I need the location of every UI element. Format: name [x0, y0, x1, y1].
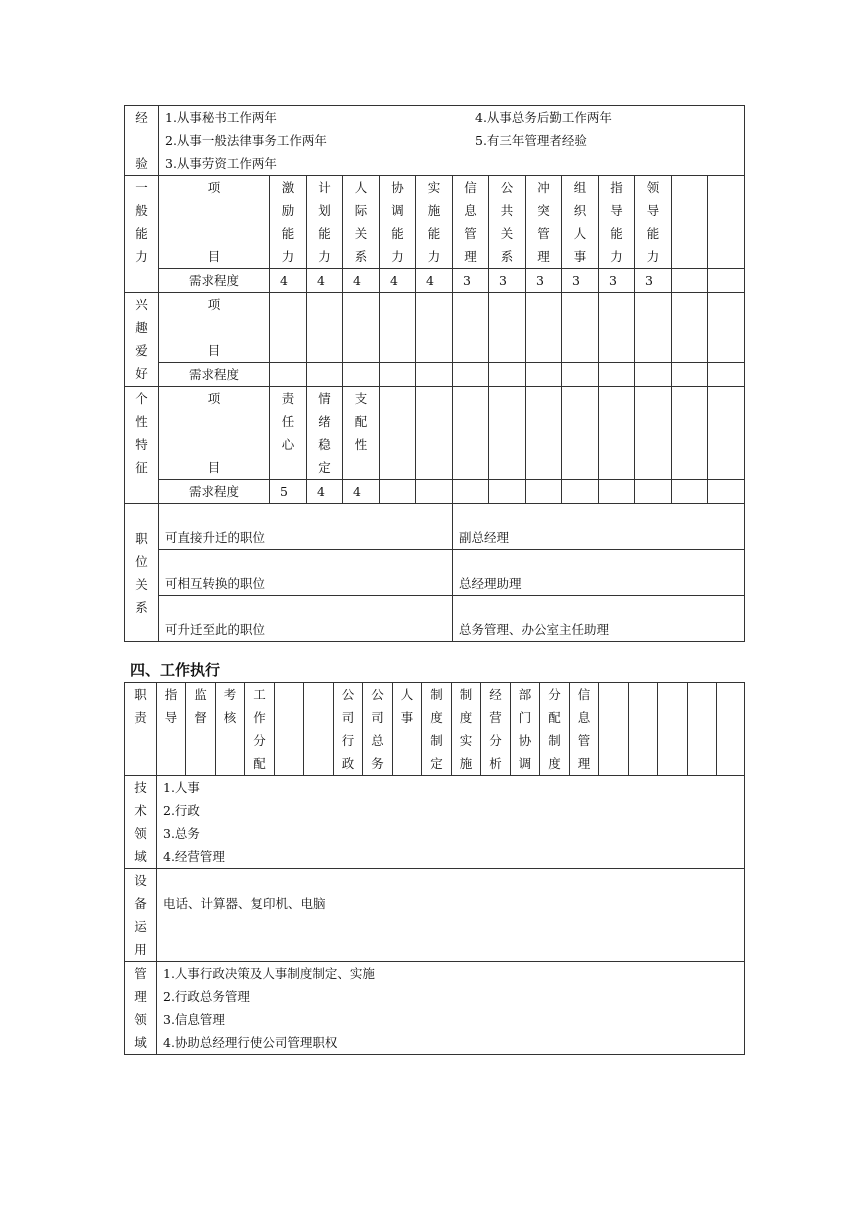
relation-label: 可直接升迁的职位 [159, 504, 453, 550]
empty-cell [526, 293, 562, 363]
job-execution-table [124, 682, 745, 1055]
relation-value: 副总经理 [453, 504, 745, 550]
demand-value [672, 269, 708, 293]
empty-cell [708, 363, 745, 387]
demand-value: 4 [416, 269, 453, 293]
empty-cell [453, 293, 489, 363]
empty-cell [489, 293, 526, 363]
ability-column: 实 施 能 力 [416, 176, 453, 269]
ability-column: 组 织 人 事 [562, 176, 599, 269]
duty-column [688, 683, 717, 776]
demand-value [599, 480, 635, 504]
duty-column: 制 度 实 施 [452, 683, 481, 776]
demand-label: 需求程度 [159, 269, 270, 293]
empty-cell [526, 363, 562, 387]
experience-item: 1.从事秘书工作两年 [165, 110, 277, 125]
equipment-cell [157, 869, 745, 962]
interest-item-header [159, 293, 270, 363]
equipment-row [125, 869, 745, 962]
empty-cell [599, 363, 635, 387]
demand-value [489, 480, 526, 504]
item-top-label: 项 [207, 297, 221, 312]
management-item: 2.行政总务管理 [163, 989, 250, 1004]
empty-cell [489, 363, 526, 387]
tech-item: 1.人事 [163, 780, 200, 795]
ability-column: 公 共 关 系 [489, 176, 526, 269]
tech-item: 2.行政 [163, 803, 200, 818]
duty-column: 指 导 [157, 683, 186, 776]
demand-value: 4 [343, 269, 380, 293]
duty-column [717, 683, 745, 776]
empty-cell [416, 293, 453, 363]
empty-cell [307, 363, 343, 387]
tech-row [125, 776, 745, 869]
demand-value: 4 [307, 480, 343, 504]
personality-column [708, 387, 745, 480]
empty-cell [270, 363, 307, 387]
empty-cell [562, 363, 599, 387]
job-spec-table [124, 105, 745, 642]
ability-column [672, 176, 708, 269]
duty-column [304, 683, 334, 776]
interest-demand-row [125, 363, 745, 387]
empty-cell [380, 293, 416, 363]
relation-value: 总务管理、办公室主任助理 [453, 596, 745, 642]
duty-column [658, 683, 688, 776]
ability-column: 指 导 能 力 [599, 176, 635, 269]
personality-column: 情 绪 稳 定 [307, 387, 343, 480]
ability-column [708, 176, 745, 269]
demand-value [416, 480, 453, 504]
tech-side-label: 技 术 领 域 [125, 776, 157, 869]
demand-value: 5 [270, 480, 307, 504]
demand-value: 4 [343, 480, 380, 504]
personality-column [380, 387, 416, 480]
duty-column: 经 营 分 析 [481, 683, 511, 776]
duty-column [599, 683, 629, 776]
demand-value: 3 [453, 269, 489, 293]
demand-value: 3 [599, 269, 635, 293]
demand-value [380, 480, 416, 504]
demand-value: 3 [635, 269, 672, 293]
empty-cell [380, 363, 416, 387]
duty-column [275, 683, 304, 776]
demand-value [708, 269, 745, 293]
demand-value [708, 480, 745, 504]
item-bottom-label: 目 [207, 343, 221, 358]
duty-column: 信 息 管 理 [570, 683, 599, 776]
personality-item-header [159, 387, 270, 480]
relation-label: 可升迁至此的职位 [159, 596, 453, 642]
ability-column: 计 划 能 力 [307, 176, 343, 269]
demand-value: 3 [526, 269, 562, 293]
management-item: 3.信息管理 [163, 1012, 225, 1027]
experience-item: 3.从事劳资工作两年 [165, 156, 277, 171]
ability-column: 人 际 关 系 [343, 176, 380, 269]
demand-value [526, 480, 562, 504]
demand-value: 4 [307, 269, 343, 293]
section-heading: 四、工作执行 [130, 661, 221, 679]
experience-item: 4.从事总务后勤工作两年 [475, 110, 612, 125]
demand-value [453, 480, 489, 504]
tech-item: 3.总务 [163, 826, 200, 841]
empty-cell [562, 293, 599, 363]
duty-column: 制 度 制 定 [422, 683, 452, 776]
empty-cell [343, 293, 380, 363]
equipment-side-label: 设 备 运 用 [125, 869, 157, 962]
ability-column: 协 调 能 力 [380, 176, 416, 269]
item-bottom-label: 目 [207, 249, 221, 264]
interest-side-label: 兴 趣 爱 好 [125, 293, 159, 387]
personality-column [672, 387, 708, 480]
empty-cell [635, 293, 672, 363]
empty-cell [270, 293, 307, 363]
ability-column: 领 导 能 力 [635, 176, 672, 269]
management-side-label: 管 理 领 域 [125, 962, 157, 1055]
personality-column [562, 387, 599, 480]
experience-item: 2.从事一般法律事务工作两年 [165, 133, 327, 148]
relation-row [125, 550, 745, 596]
demand-value [635, 480, 672, 504]
personality-column [453, 387, 489, 480]
ability-column: 冲 突 管 理 [526, 176, 562, 269]
empty-cell [708, 293, 745, 363]
experience-side-label: 经 验 [125, 106, 159, 176]
ability-column: 激 励 能 力 [270, 176, 307, 269]
empty-cell [635, 363, 672, 387]
demand-label: 需求程度 [159, 480, 270, 504]
demand-label: 需求程度 [159, 363, 270, 387]
demand-value: 3 [489, 269, 526, 293]
empty-cell [343, 363, 380, 387]
personality-column: 支 配 性 [343, 387, 380, 480]
duty-column: 公 司 行 政 [334, 683, 363, 776]
empty-cell [672, 293, 708, 363]
relation-label: 可相互转换的职位 [159, 550, 453, 596]
relations-side-label: 职 位 关 系 [125, 504, 159, 642]
ability-demand-row [125, 269, 745, 293]
duty-column: 考 核 [216, 683, 245, 776]
empty-cell [453, 363, 489, 387]
personality-column [416, 387, 453, 480]
tech-cell [157, 776, 745, 869]
experience-row [125, 106, 745, 176]
interest-items-row [125, 293, 745, 363]
empty-cell [599, 293, 635, 363]
relation-row [125, 596, 745, 642]
item-bottom-label: 目 [207, 460, 221, 475]
ability-column: 信 息 管 理 [453, 176, 489, 269]
personality-items-row [125, 387, 745, 480]
management-cell [157, 962, 745, 1055]
experience-cell [159, 106, 745, 176]
demand-value: 4 [270, 269, 307, 293]
personality-column [526, 387, 562, 480]
duty-column: 分 配 制 度 [540, 683, 570, 776]
empty-cell [416, 363, 453, 387]
duty-column: 部 门 协 调 [511, 683, 540, 776]
equipment-text: 电话、计算器、复印机、电脑 [163, 896, 326, 911]
relation-row [125, 504, 745, 550]
duty-column: 人 事 [393, 683, 422, 776]
personality-column [489, 387, 526, 480]
demand-value: 4 [380, 269, 416, 293]
item-top-label: 项 [207, 391, 221, 406]
personality-demand-row [125, 480, 745, 504]
personality-column: 责 任 心 [270, 387, 307, 480]
duty-row [125, 683, 745, 776]
tech-item: 4.经营管理 [163, 849, 225, 864]
relation-value: 总经理助理 [453, 550, 745, 596]
duty-column: 监 督 [186, 683, 216, 776]
demand-value: 3 [562, 269, 599, 293]
demand-value [562, 480, 599, 504]
empty-cell [307, 293, 343, 363]
management-item: 4.协助总经理行使公司管理职权 [163, 1035, 338, 1050]
ability-items-row [125, 176, 745, 269]
duty-column: 公 司 总 务 [363, 683, 393, 776]
ability-side-label: 一 般 能 力 [125, 176, 159, 293]
personality-column [599, 387, 635, 480]
personality-side-label: 个 性 特 征 [125, 387, 159, 504]
item-top-label: 项 [207, 180, 221, 195]
management-item: 1.人事行政决策及人事制度制定、实施 [163, 966, 375, 981]
ability-item-header [159, 176, 270, 269]
personality-column [635, 387, 672, 480]
empty-cell [672, 363, 708, 387]
duty-column [629, 683, 658, 776]
experience-item: 5.有三年管理者经验 [475, 133, 587, 148]
duty-column: 工 作 分 配 [245, 683, 275, 776]
management-row [125, 962, 745, 1055]
demand-value [672, 480, 708, 504]
duty-side-label: 职 责 [125, 683, 157, 776]
